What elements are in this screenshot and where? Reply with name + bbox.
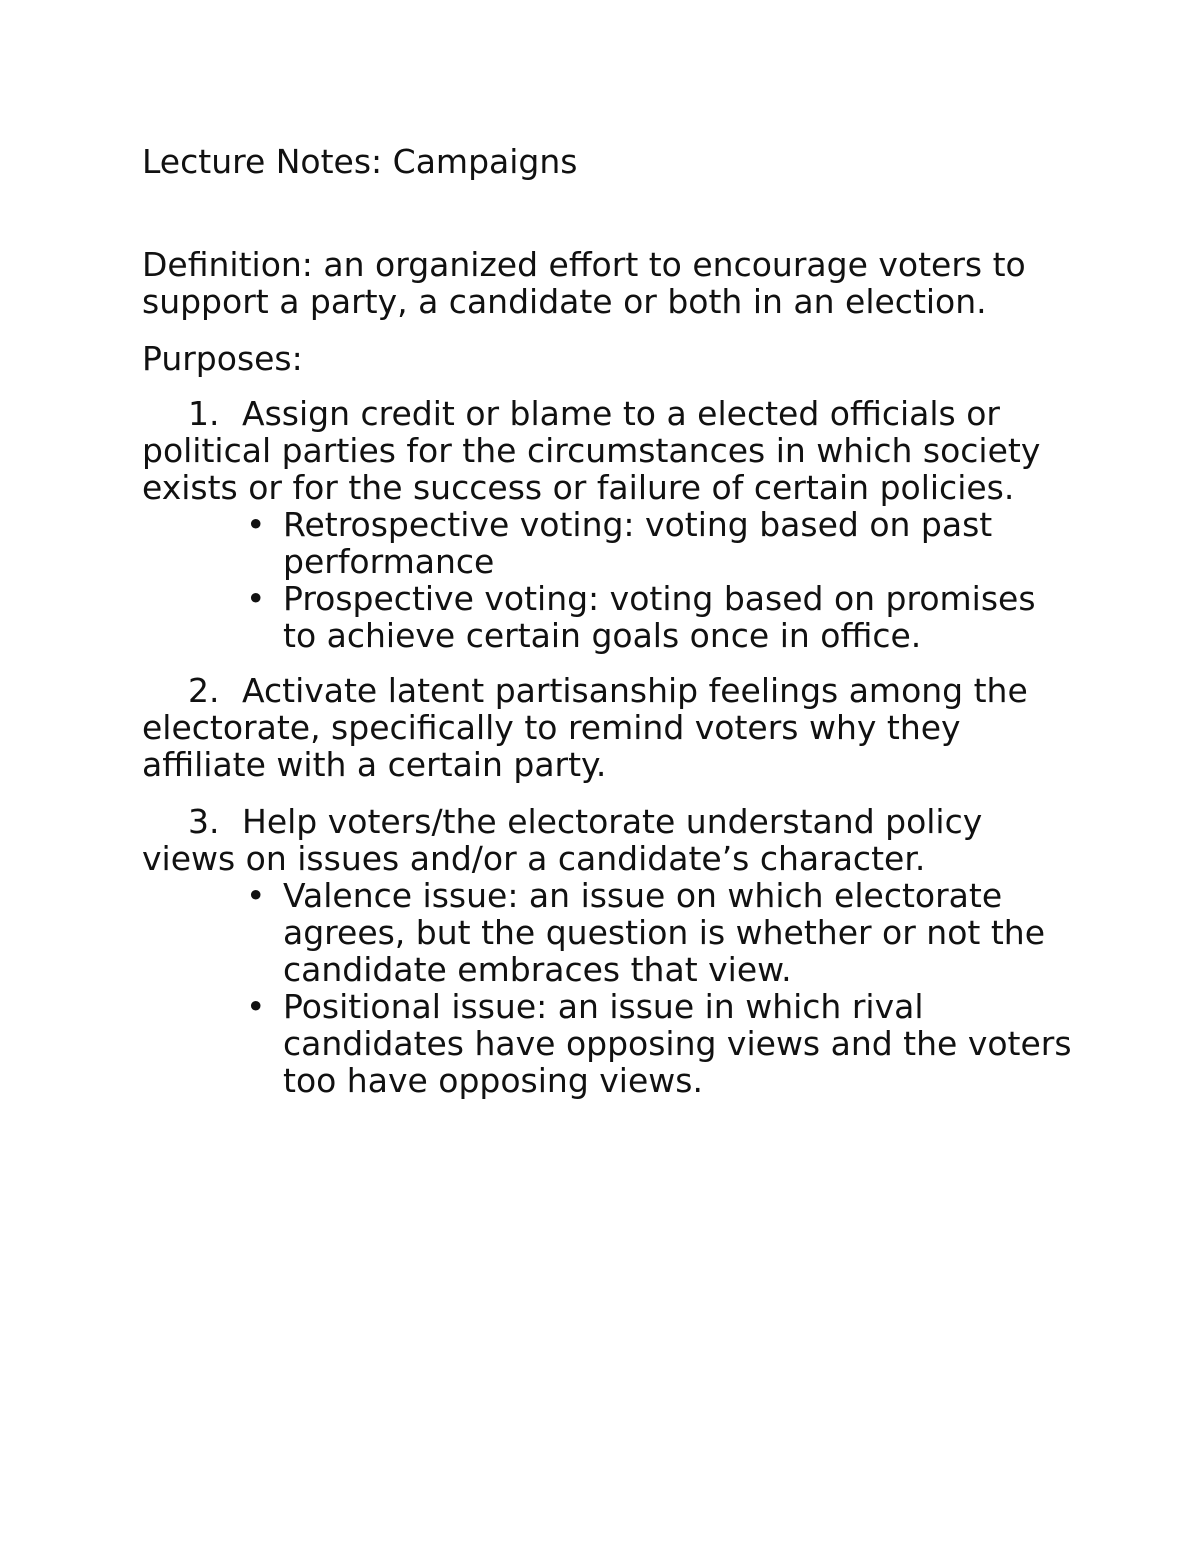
purpose-text: Assign credit or blame to a elected officials or political parties for the circumstances in which society exists or for the success or failure of certain policies. — [142, 394, 1041, 507]
bullet-text: Valence issue: an issue on which electorate agrees, but the question is whether or not the candidate embraces that view. — [283, 876, 1045, 989]
purpose-text: Help voters/the electorate understand policy views on issues and/or a candidate’s character. — [142, 802, 983, 878]
bullet-text: Prospective voting: voting based on promises to achieve certain goals once in office. — [283, 579, 1036, 655]
purpose-3-bullets — [142, 877, 1072, 1099]
bullet-item-valence — [142, 877, 1072, 988]
bullet-item-prospective — [142, 580, 1072, 654]
bullet-icon: • — [246, 505, 266, 544]
bullet-icon: • — [246, 876, 266, 915]
bullet-text: Positional issue: an issue in which rival candidates have opposing views and the voters too have opposing views. — [283, 987, 1072, 1100]
definition-paragraph: Definition: an organized effort to encourage voters to support a party, a candidate or both in an election. — [142, 245, 1026, 321]
document-body — [142, 143, 1072, 1099]
purpose-item-1 — [142, 395, 1072, 506]
purpose-number: 1. — [188, 394, 220, 433]
purpose-1-bullets — [142, 506, 1072, 654]
bullet-icon: • — [246, 987, 266, 1026]
bullet-text: Retrospective voting: voting based on past performance — [283, 505, 993, 581]
purposes-heading: Purposes: — [142, 339, 303, 378]
bullet-icon: • — [246, 579, 266, 618]
document-title: Lecture Notes: Campaigns — [142, 142, 578, 181]
bullet-item-retrospective — [142, 506, 1072, 580]
purpose-number: 2. — [188, 671, 220, 710]
purpose-number: 3. — [188, 802, 220, 841]
bullet-item-positional — [142, 988, 1072, 1099]
purpose-item-2 — [142, 672, 1072, 783]
purpose-item-3 — [142, 803, 1072, 877]
purpose-text: Activate latent partisanship feelings among the electorate, specifically to remind voters why they affiliate with a certain party. — [142, 671, 1028, 784]
